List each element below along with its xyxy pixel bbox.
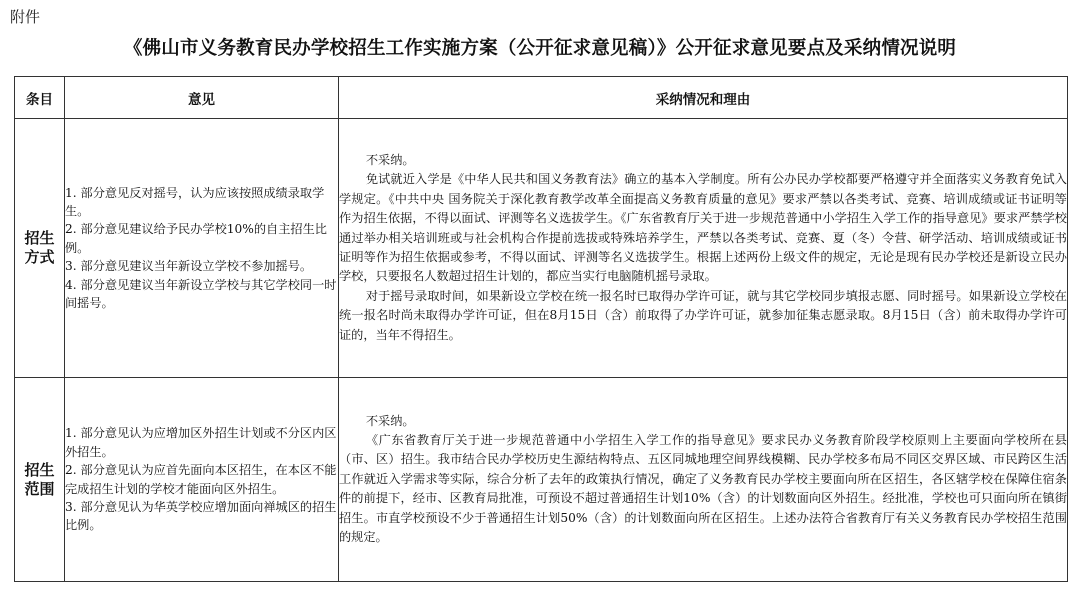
opinion-item: 4. 部分意见建议当年新设立学校与其它学校同一时间摇号。 (65, 277, 337, 311)
response-verdict: 不采纳。 (365, 413, 415, 428)
attachment-label: 附件 (10, 8, 41, 26)
opinion-item: 2. 部分意见建议给予民办学校10%的自主招生比例。 (65, 222, 327, 255)
response-cell (339, 119, 1068, 378)
category-line: 方式 (24, 248, 55, 266)
opinion-cell (65, 119, 339, 378)
opinion-item: 2. 部分意见认为应首先面向本区招生，在本区不能完成招生计划的学校才能面向区外招生。 (65, 463, 337, 496)
header-opinion: 意见 (65, 77, 339, 119)
opinion-table (14, 76, 1068, 582)
table-header-row (15, 77, 1068, 119)
response-cell (339, 378, 1068, 582)
opinion-cell (65, 378, 339, 582)
response-paragraph: 对于摇号录取时间，如果新设立学校在统一报名时已取得办学许可证，就与其它学校同步填报志愿、同时摇号。如果新设立学校在统一报名时尚未取得办学许可证，但在8月15日（含）前取得了办学许可证，就参加征集志愿录取。8月15日（含）前未取得办学许可证的，当年不得招生。 (339, 288, 1067, 342)
opinion-item: 3. 部分意见认为华英学校应增加面向禅城区的招生比例。 (65, 499, 337, 533)
header-response: 采纳情况和理由 (339, 77, 1068, 119)
row-category (15, 378, 65, 582)
response-paragraph: 免试就近入学是《中华人民共和国义务教育法》确立的基本入学制度。所有公办民办学校都要严格遵守并全面落实义务教育免试入学规定。《中共中央 国务院关于深化教育教学改革全面提高义务教育质量的意见》要求严禁以各类考试、竞赛、培训成绩或证书证明等作为招生依据，不得以面试、评测等名义选拔学生。《广东省教育厅关于进一步规范普通中小学招生入学工作的指导意见》要求严禁学校通过举办相关培训班或与社会机构合作提前选拔或特殊培养学生，严禁以各类考试、竞赛、夏（冬）令营、研学活动、培训成绩或证书证明等作为招生依据或参考，不得以面试、评测等名义选拔学生。根据上述两份上级文件的规定，无论是现有民办学校还是新设立民办学校，只要报名人数超过招生计划的，都应当实行电脑随机摇号录取。 (339, 172, 1067, 284)
opinion-item: 1. 部分意见反对摇号，认为应该按照成绩录取学生。 (65, 185, 325, 218)
opinion-item: 1. 部分意见认为应增加区外招生计划或不分区内区外招生。 (65, 426, 337, 459)
row-category (15, 119, 65, 378)
response-paragraph: 《广东省教育厅关于进一步规范普通中小学招生入学工作的指导意见》要求民办义务教育阶段学校原则上主要面向学校所在县（市、区）招生。我市结合民办学校历史生源结构特点、五区同城地理空间界线模糊、民办学校多布局不同区交界区域、市民跨区生活工作就近入学需求等实际，综合分析了去年的政策执行情况，确定了义务教育民办学校主要面向所在区招生，各区辖学校在保障住宿条件的前提下，经市、区教育局批准，可预设不超过普通招生计划10%（含）的计划数面向区外招生。经批准，学校也可只面向所在镇街招生。市直学校预设不少于普通招生计划50%（含）的计划数面向所在区招生。上述办法符合省教育厅有关义务教育民办学校招生范围的规定。 (339, 432, 1067, 545)
category-line: 招生 (24, 229, 55, 247)
response-verdict: 不采纳。 (365, 152, 415, 167)
category-line: 招生 (24, 460, 55, 479)
header-item: 条目 (15, 77, 65, 119)
opinion-item: 3. 部分意见建议当年新设立学校不参加摇号。 (65, 259, 313, 274)
table-row (15, 119, 1068, 378)
category-line: 范围 (24, 479, 55, 498)
table-row (15, 378, 1068, 582)
document-title: 《佛山市义务教育民办学校招生工作实施方案（公开征求意见稿）》公开征求意见要点及采纳情况说明 (123, 38, 957, 59)
